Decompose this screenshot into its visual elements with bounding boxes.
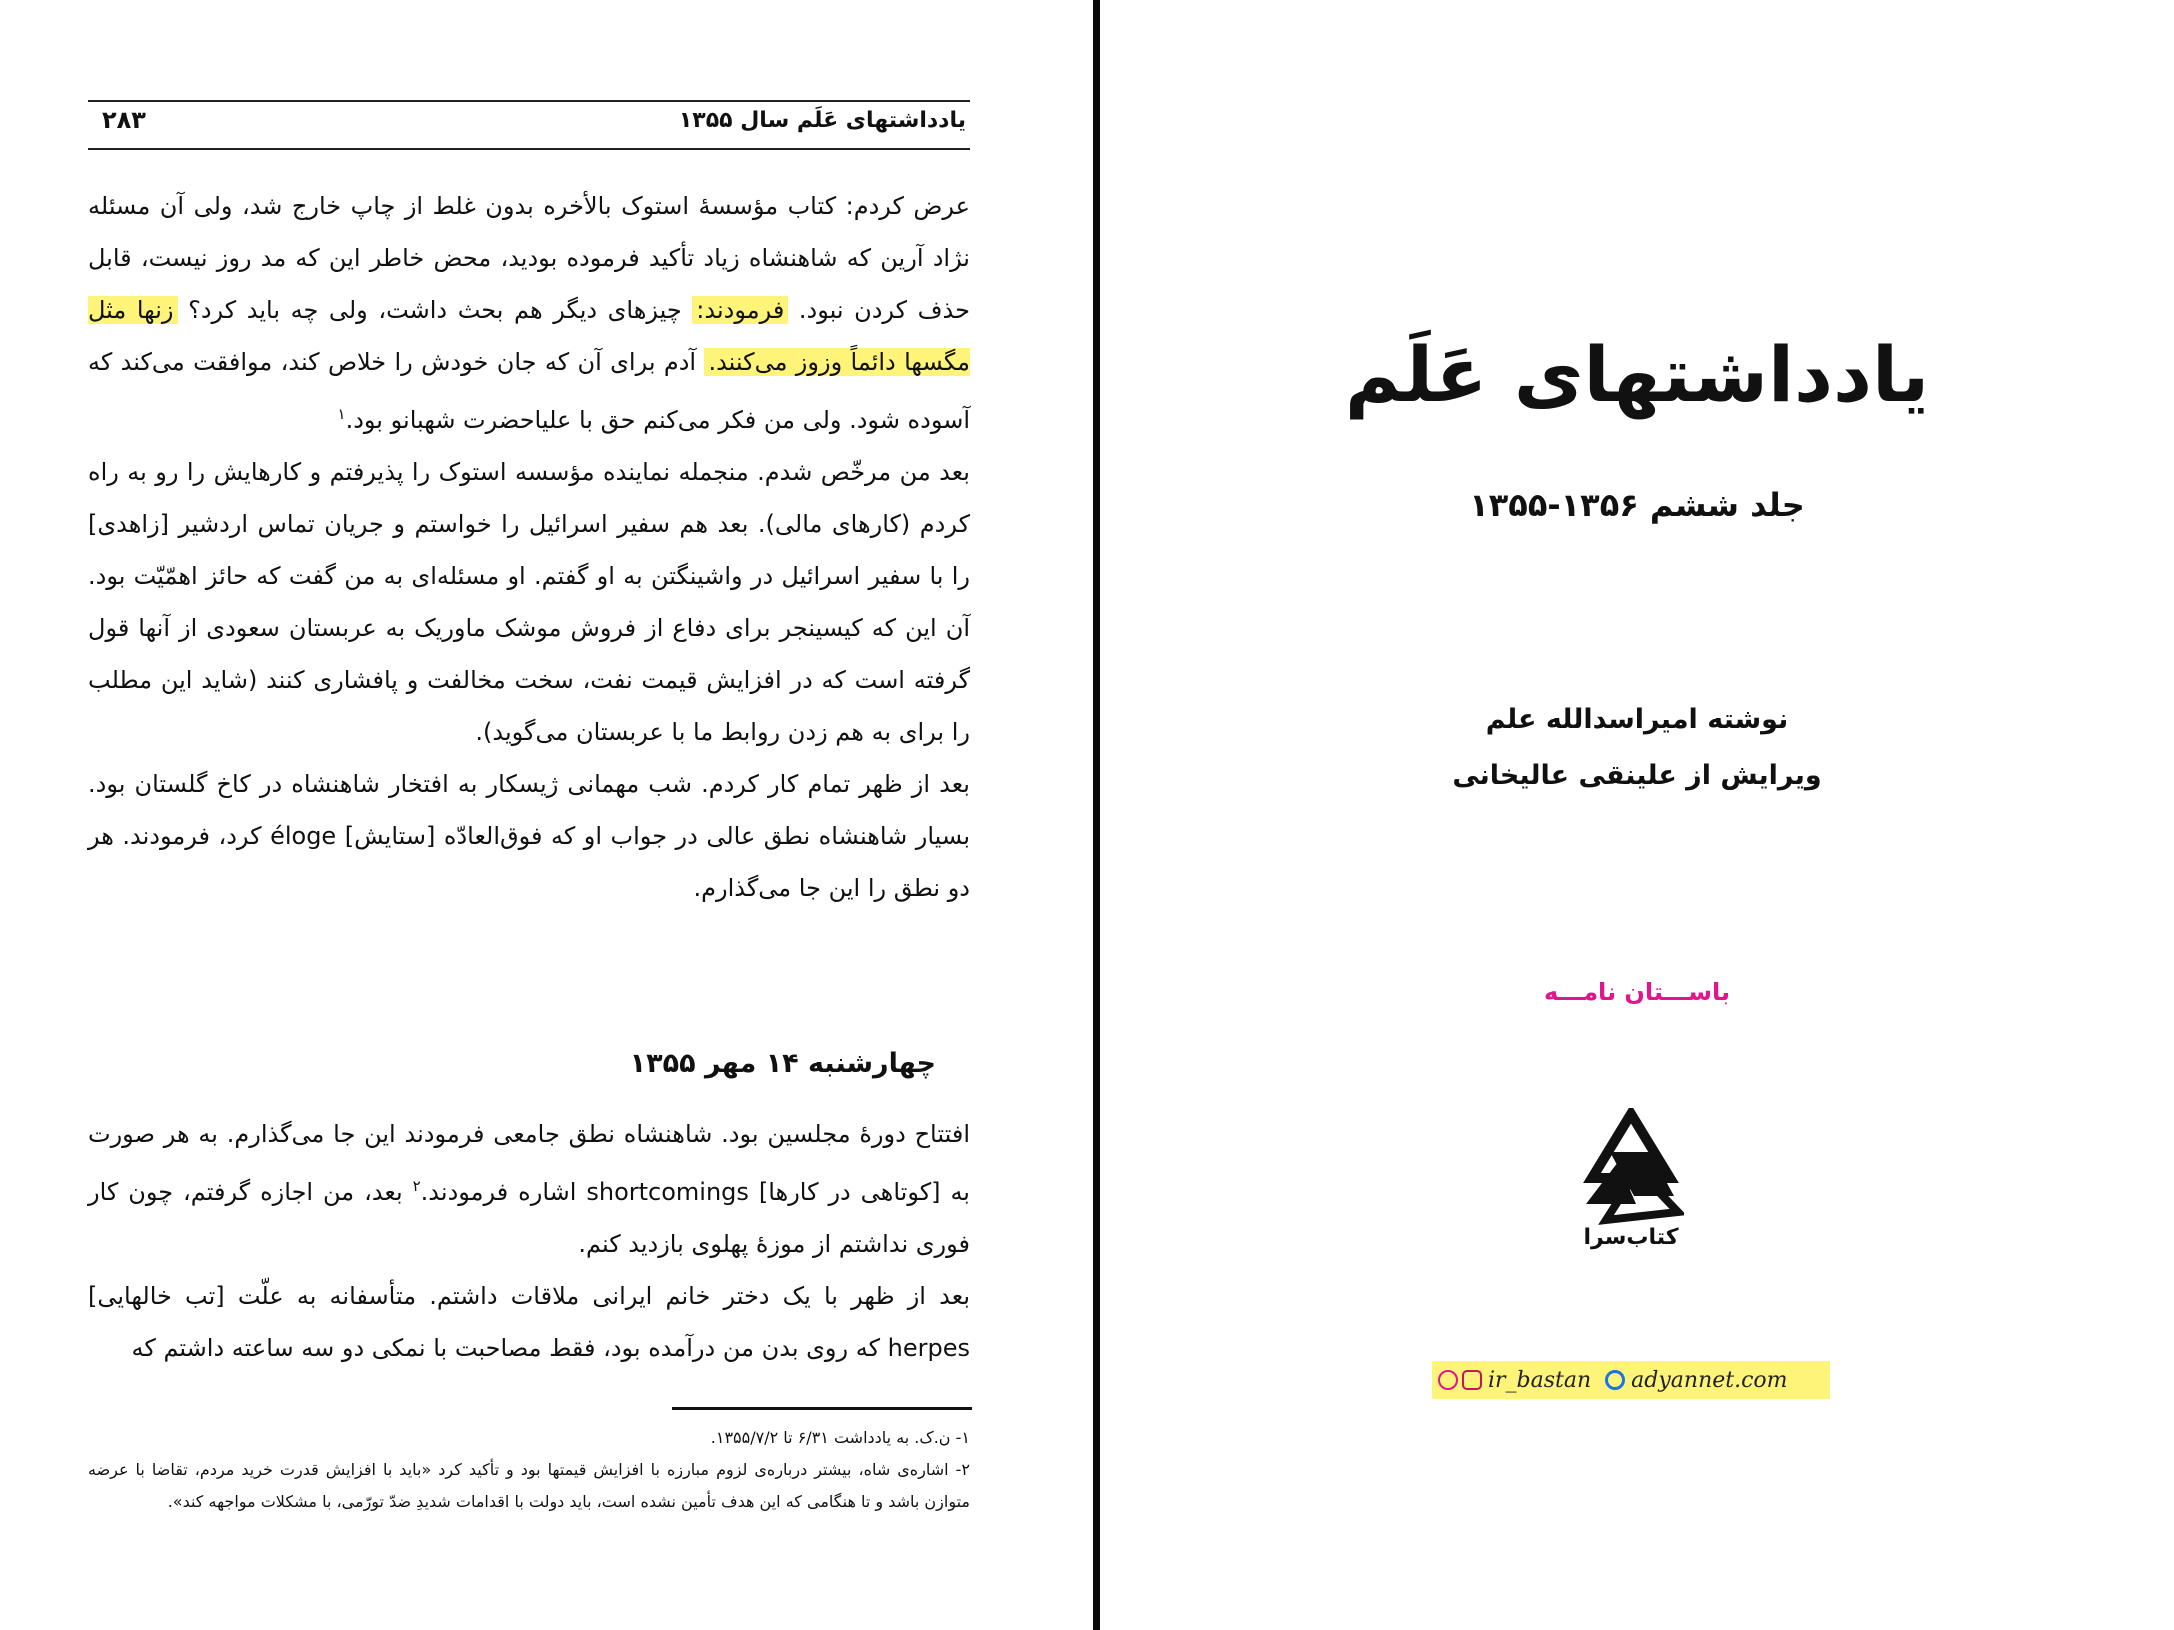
publisher-logo-text: کتاب‌سرا [1583, 1225, 1679, 1250]
paragraph-1-text-b: چیزهای دیگر هم بحث داشت، ولی چه باید کرد؟ [188, 296, 682, 324]
email-icon [1438, 1370, 1458, 1390]
author-line: نوشته امیراسدالله علم [1485, 704, 1789, 735]
footnote-ref-2: ۲ [412, 1177, 421, 1195]
paragraph-5: بعد از ظهر با یک دختر خانم ایرانی ملاقات داشتم. متأسفانه به علّت [تب خالهایی] herpes که روی بدن من درآمده بود، فقط مصاحبت با نمکی دو سه ساعته داشتم که [88, 1282, 970, 1362]
footnote-rule [672, 1407, 972, 1410]
paragraph-3: بعد از ظهر تمام کار کردم. شب مهمانی ژیسکار به افتخار شاهنشاه در کاخ گلستان بود. بسیار شاهنشاه نطق عالی در جواب او که فوق‌العادّه [ستایش] éloge کرد، فرمودند. هر دو نطق را این جا می‌گذارم. [88, 770, 971, 902]
body-text-block-2 [88, 1108, 970, 1374]
bastan-nameh-stamp: باســـتان نامـــه [1544, 978, 1730, 1006]
paragraph-4-text-b: بعد، من اجازه گرفتم، چون کار فوری نداشتم از موزهٔ پهلوی بازدید کنم. [88, 1178, 970, 1258]
date-heading: چهارشنبه ۱۴ مهر ۱۳۵۵ [629, 1048, 936, 1079]
watermark-bar [1432, 1361, 1830, 1399]
editor-line: ویرایش از علینقی عالیخانی [1452, 760, 1822, 791]
publisher-logo-icon [1578, 1108, 1684, 1250]
highlight-farmoodand: فرمودند: [692, 296, 788, 324]
paragraph-4-text-a: افتتاح دورهٔ مجلسین بود. شاهنشاه نطق جامعی فرمودند این جا می‌گذارم. به هر صورت به [کوتاهی در کارها] shortcomings اشاره فرمودند. [88, 1120, 970, 1206]
paragraph-1 [88, 180, 970, 446]
book-title: یادداشتهای عَلَم [1344, 330, 1930, 419]
page-gutter-divider [1093, 0, 1100, 1630]
instagram-icon [1462, 1370, 1482, 1390]
volume-label: جلد ششم ۱۳۵۶-۱۳۵۵ [1469, 486, 1805, 524]
paragraph-1-text-a: عرض کردم: کتاب مؤسسهٔ استوک بالأخره بدون غلط از چاپ خارج شد، ولی آن مسئله نژاد آرین که شاهنشاه زیاد تأکید فرموده بودید، محض خاطر این که مد روز نیست، قابل حذف کردن نبود. [88, 192, 970, 324]
footnote-ref-1: ۱ [337, 405, 346, 423]
running-title: یادداشتهای عَلَم سال ۱۳۵۵ [678, 108, 966, 133]
right-page-title [1100, 0, 2174, 1630]
page-header [88, 100, 970, 150]
paragraph-4 [88, 1108, 970, 1270]
paragraph-1-text-c: آدم برای آن که جان خودش را خلاص کند، موافقت می‌کند که آسوده شود. ولی من فکر می‌کنم حق با علیاحضرت شهبانو بود. [88, 348, 970, 434]
browser-icon [1605, 1370, 1625, 1390]
footnotes [88, 1422, 970, 1518]
highlight-quote: زنها مثل مگسها دائماً وزوز می‌کنند. [88, 296, 971, 376]
author-block [1100, 692, 2174, 804]
footnote-2: ۲- اشاره‌ی شاه، بیشتر درباره‌ی لزوم مبارزه با افزایش قیمتها بود و تأکید کرد «باید با افزایش قدرت خرید مردم، تقاضا با عرضه متوازن باشد و تا هنگامی که این هدف تأمین نشده است، باید دولت با اقدامات شدیدِ ضدّ تورّمی، با مشکلات مواجهه کند». [88, 1460, 970, 1511]
left-page [88, 100, 971, 1511]
watermark-site: adyannet.com [1631, 1367, 1788, 1393]
page-number: ۲۸۳ [102, 106, 146, 134]
footnote-1: ۱- ن.ک. به یادداشت ۶/۳۱ تا ۱۳۵۵/۷/۲. [710, 1428, 970, 1447]
body-text-block-1 [88, 180, 970, 914]
watermark-handle: ir_bastan [1488, 1367, 1592, 1393]
paragraph-2: بعد من مرخّص شدم. منجمله نماینده مؤسسه استوک را پذیرفتم و کارهایش را رو به راه کردم (کارهای مالی). بعد هم سفیر اسرائیل را خواستم و جریان تماس اردشیر [زاهدی] را با سفیر اسرائیل در واشینگتن به او گفتم. او مسئله‌ای به من گفت که حائز اهمّیّت بود. آن این که کیسینجر برای دفاع از فروش موشک ماوریک به عربستان سعودی از آنها قول گرفته است که در افزایش قیمت نفت، سخت مخالفت و پافشاری کنند (شاید این مطلب را برای به هم زدن روابط ما با عربستان می‌گوید). [88, 458, 970, 746]
